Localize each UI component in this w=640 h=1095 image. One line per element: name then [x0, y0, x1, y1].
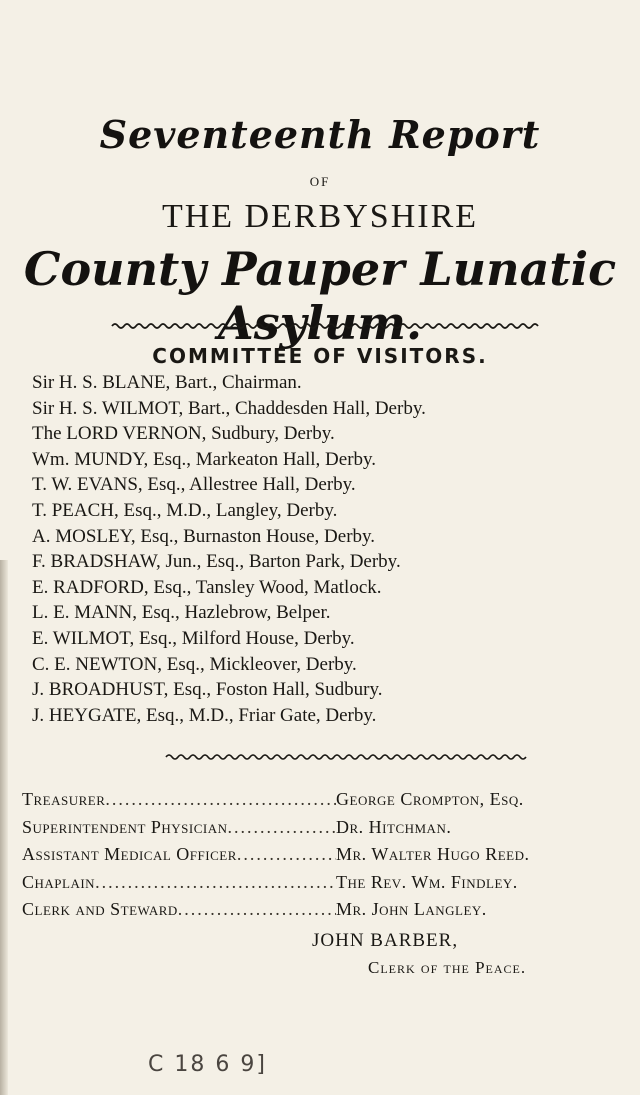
officer-name: Mr. John Langley.	[336, 899, 487, 919]
committee-member: E. RADFORD, Esq., Tansley Wood, Matlock.	[32, 576, 382, 598]
committee-member: Wm. MUNDY, Esq., Markeaton Hall, Derby.	[32, 448, 377, 470]
dot-leader	[95, 869, 336, 897]
officer-list	[22, 786, 632, 924]
signatory-name: JOHN BARBER,	[312, 930, 459, 951]
committee-member: E. WILMOT, Esq., Milford House, Derby.	[32, 627, 355, 649]
wavy-rule-middle	[0, 752, 640, 762]
institution-name: County Pauper Lunatic Asylum.	[23, 242, 617, 350]
officer-role: Assistant Medical Officer	[22, 844, 237, 864]
committee-member: L. E. MANN, Esq., Hazlebrow, Belper.	[32, 602, 331, 624]
wavy-rule-top	[0, 321, 640, 331]
committee-member: Sir H. S. BLANE, Bart., Chairman.	[32, 372, 302, 393]
page-edge-shadow	[0, 560, 8, 1095]
report-title: Seventeenth Report	[99, 112, 541, 157]
committee-member: A. MOSLEY, Esq., Burnaston House, Derby.	[32, 525, 376, 547]
committee-member: Sir H. S. WILMOT, Bart., Chaddesden Hall, Derby.	[32, 397, 426, 419]
archive-shelfmark: C 18 6 9]	[148, 1052, 267, 1077]
officer-row	[22, 841, 632, 869]
committee-member-list	[32, 370, 632, 728]
committee-member: J. HEYGATE, Esq., M.D., Friar Gate, Derby.	[32, 704, 377, 726]
committee-member: J. BROADHUST, Esq., Foston Hall, Sudbury.	[32, 679, 383, 701]
committee-member: The LORD VERNON, Sudbury, Derby.	[32, 423, 335, 445]
officer-name: Mr. Walter Hugo Reed.	[336, 844, 530, 864]
officer-role: Clerk and Steward	[22, 899, 178, 919]
institution-county: THE DERBYSHIRE	[161, 198, 479, 235]
officer-row	[22, 869, 632, 897]
officer-role: Treasurer	[22, 789, 106, 809]
officer-name: The Rev. Wm. Findley.	[336, 871, 518, 892]
dot-leader	[178, 896, 336, 924]
officer-row	[22, 814, 632, 842]
committee-member: C. E. NEWTON, Esq., Mickleover, Derby.	[32, 653, 357, 675]
officer-role: Superintendent Physician	[22, 816, 228, 837]
dot-leader	[105, 786, 336, 814]
officer-name: Dr. Hitchman.	[336, 816, 452, 837]
committee-member: F. BRADSHAW, Jun., Esq., Barton Park, Derby.	[32, 551, 401, 573]
officer-row	[22, 786, 632, 814]
officer-role: Chaplain	[22, 871, 96, 892]
committee-heading: COMMITTEE OF VISITORS.	[152, 344, 488, 368]
committee-member: T. W. EVANS, Esq., Allestree Hall, Derby.	[32, 474, 356, 496]
dot-leader	[237, 841, 336, 869]
signatory-title: Clerk of the Peace.	[368, 958, 527, 977]
committee-member: T. PEACH, Esq., M.D., Langley, Derby.	[32, 499, 338, 521]
dot-leader	[228, 814, 336, 842]
officer-row	[22, 896, 632, 924]
officer-name: George Crompton, Esq.	[336, 789, 524, 809]
title-of: OF	[309, 174, 331, 189]
